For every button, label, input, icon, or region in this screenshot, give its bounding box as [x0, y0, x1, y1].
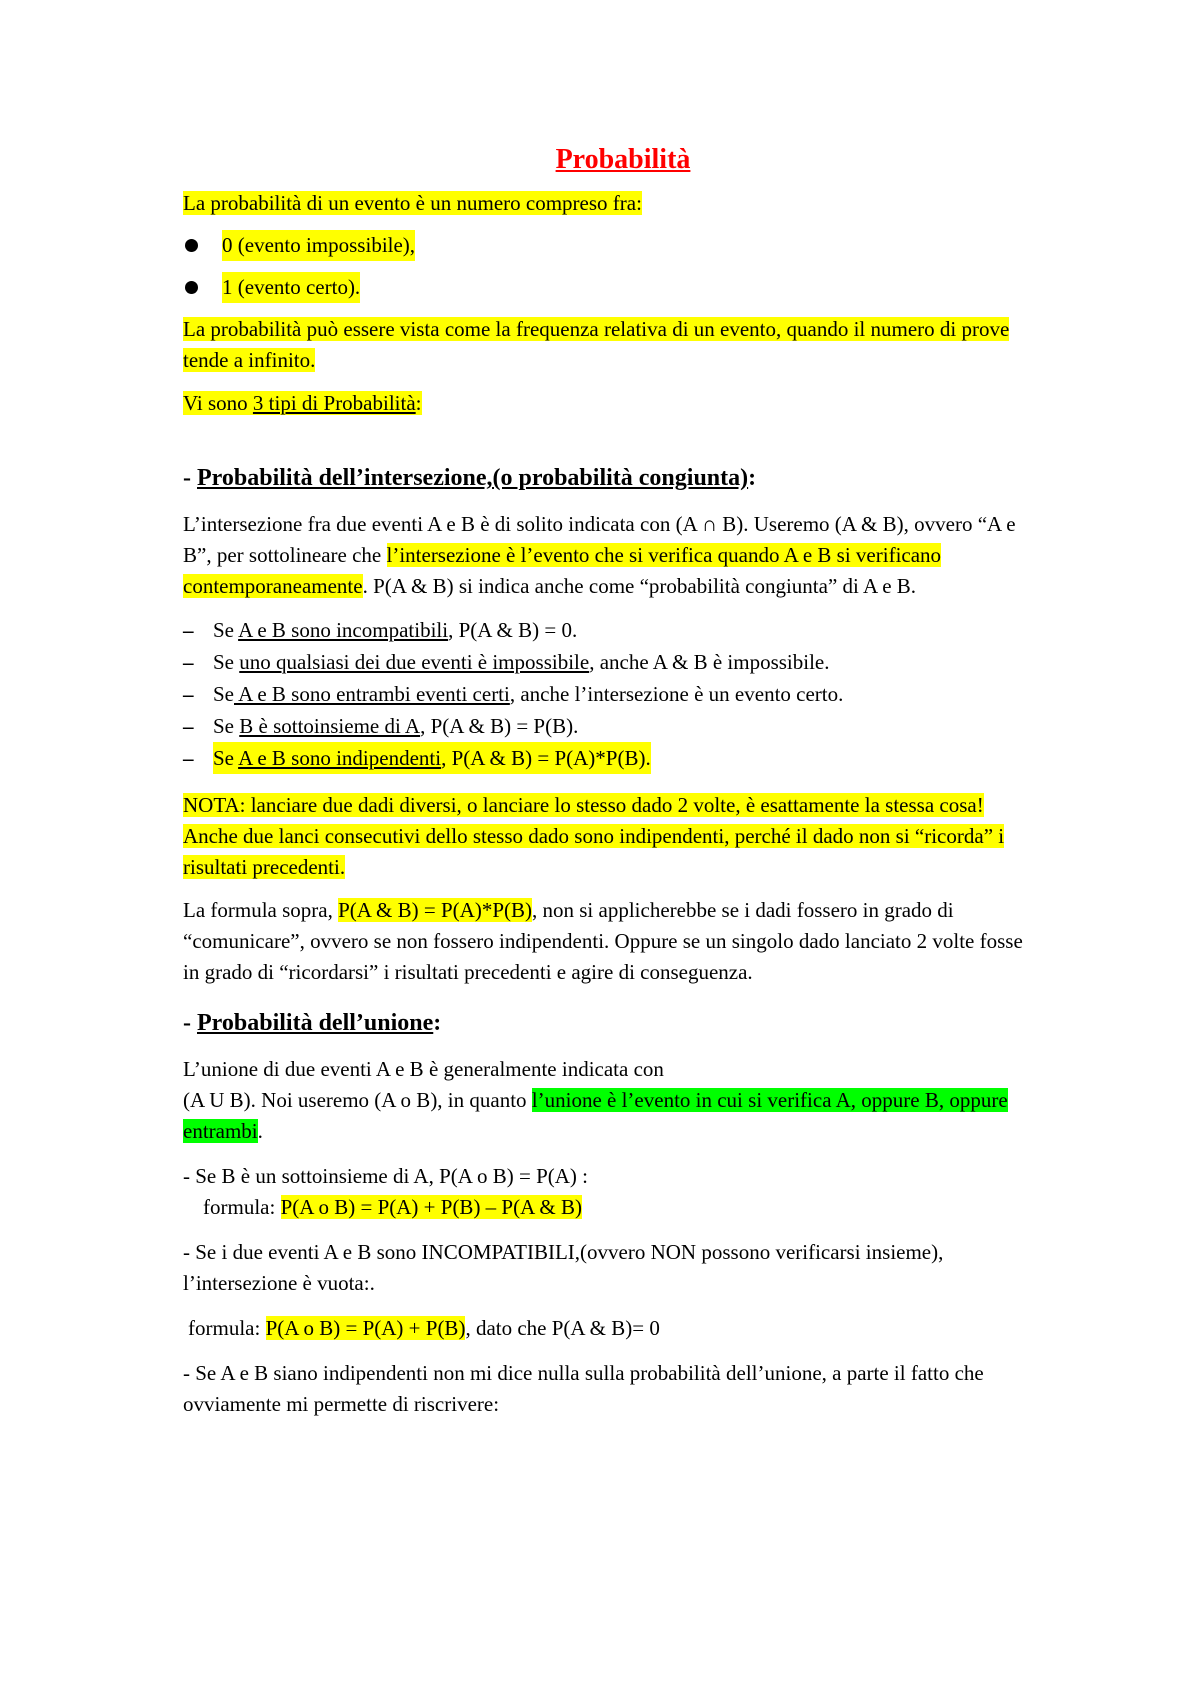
bullet-icon — [185, 239, 198, 252]
list-item: 1 (evento certo). — [183, 272, 1023, 303]
types-underlined: 3 tipi di Probabilità — [252, 391, 416, 415]
union-subset-rule: - Se B è un sottoinsieme di A, P(A o B) = P(A) : formula: P(A o B) = P(A) + P(B) – P(A & B) — [183, 1164, 589, 1219]
list-item: – Se A e B sono incompatibili, P(A & B) = 0. — [183, 614, 1023, 646]
bullet-icon — [185, 281, 198, 294]
intersection-paragraph: L’intersezione fra due eventi A e B è di solito indicata con (A ∩ B). Useremo (A & B), ovvero “A e B”, per sottolineare che l’intersezione è l’evento che si verifica quando A e B si verificano contemporaneamente. P(A & B) si indica anche come “probabilità congiunta” di A e B. — [183, 512, 1016, 598]
dash-marker: – — [183, 746, 194, 770]
page-title: Probabilità — [555, 144, 691, 175]
list-item: – Se A e B sono entrambi eventi certi, anche l’intersezione è un evento certo. — [183, 678, 1023, 710]
intro-frequency: La probabilità può essere vista come la frequenza relativa di un evento, quando il numero di prove tende a infinito. — [183, 317, 1010, 372]
list-item: – Se A e B sono indipendenti, P(A & B) = P(A)*P(B). — [183, 742, 1023, 774]
dash-marker: – — [183, 682, 194, 706]
list-item: – Se uno qualsiasi dei due eventi è impossibile, anche A & B è impossibile. — [183, 646, 1023, 678]
intro-bullet-list — [183, 230, 1023, 303]
union-incompatible-rule: - Se i due eventi A e B sono INCOMPATIBILI,(ovvero NON possono verificarsi insieme), l’intersezione è vuota:. — [183, 1240, 944, 1295]
intro-line: La probabilità di un evento è un numero compreso fra: — [183, 191, 642, 215]
dash-marker: – — [183, 714, 194, 738]
dash-marker: – — [183, 650, 194, 674]
document-content — [183, 140, 1023, 1420]
section-heading-union: - Probabilità dell’unione: — [183, 1010, 442, 1036]
intro-types: Vi sono 3 tipi di Probabilità: — [183, 391, 422, 415]
dash-marker: – — [183, 618, 194, 642]
list-item: – Se B è sottoinsieme di A, P(A & B) = P(B). — [183, 710, 1023, 742]
formula-paragraph: La formula sopra, P(A & B) = P(A)*P(B), non si applicherebbe se i dadi fossero in grado di “comunicare”, ovvero se non fossero indipendenti. Oppure se un singolo dado lanciato 2 volte fosse in grado di “ricordarsi” i risultati precedenti e agire di conseguenza. — [183, 898, 1023, 984]
nota-paragraph: NOTA: lanciare due dadi diversi, o lanciare lo stesso dado 2 volte, è esattamente la stessa cosa! Anche due lanci consecutivi dello stesso dado sono indipendenti, perché il dado non si “ricorda” i risultati precedenti. — [183, 793, 1005, 879]
section-heading-intersection: - Probabilità dell’intersezione,(o probabilità congiunta): — [183, 465, 757, 491]
union-independent-rule: - Se A e B siano indipendenti non mi dice nulla sulla probabilità dell’unione, a parte il fatto che ovviamente mi permette di riscrivere: — [183, 1361, 984, 1416]
union-incompatible-formula: formula: P(A o B) = P(A) + P(B), dato che P(A & B)= 0 — [188, 1316, 660, 1340]
intersection-rules-list — [183, 614, 1023, 774]
union-paragraph: L’unione di due eventi A e B è generalmente indicata con (A U B). Noi useremo (A o B), in quanto l’unione è l’evento in cui si verifica A, oppure B, oppure entrambi. — [183, 1057, 1008, 1143]
list-item: 0 (evento impossibile), — [183, 230, 1023, 261]
